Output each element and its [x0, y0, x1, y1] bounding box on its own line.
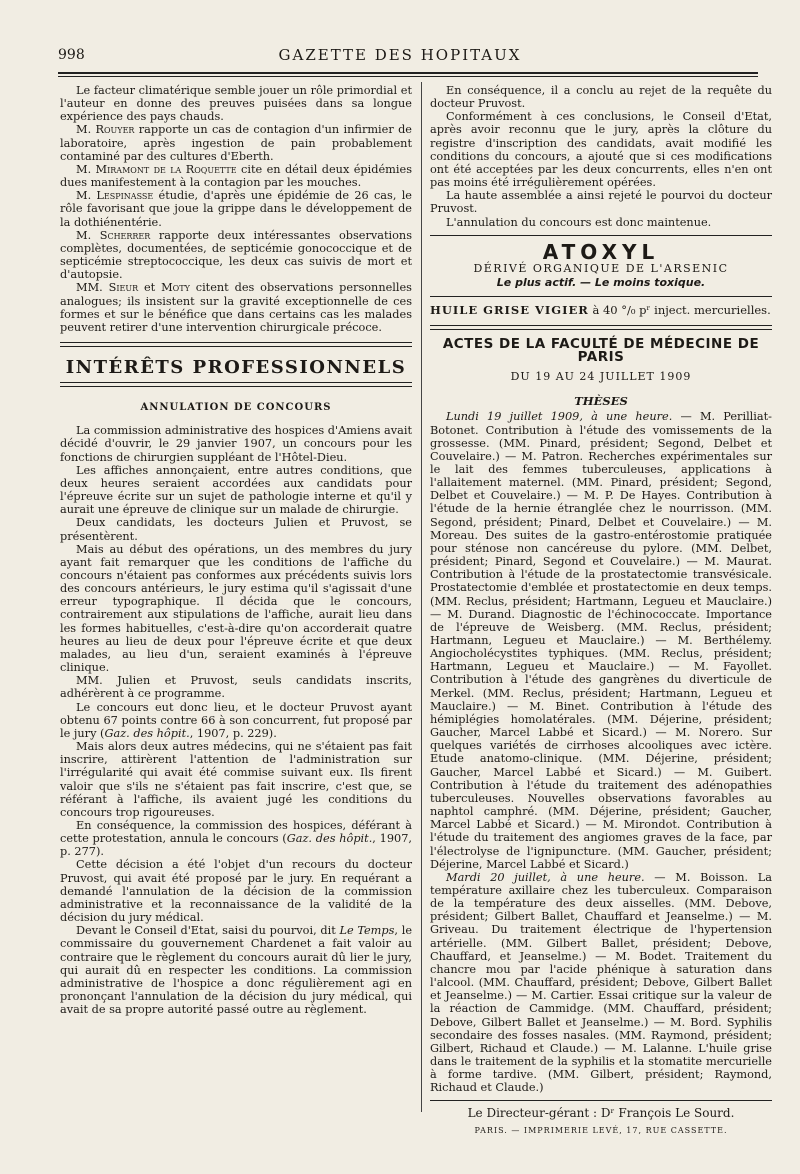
atoxyl-advertisement — [430, 239, 772, 290]
citation: Gaz. des hôpit. — [104, 726, 190, 740]
paragraph: MM. Sieur et Moty citent des observations personnelles analogues; ils insistent sur la gravité exceptionnelle de ces formes et sur le bénéfice que dans certains cas les malades peuvent retirer d'une intervention chirurgicale précoce. — [60, 281, 412, 334]
product-name: HUILE GRISE VIGIER — [430, 302, 589, 317]
paragraph: L'annulation du concours est donc maintenue. — [446, 215, 712, 229]
citation: Gaz. des hôpit. — [286, 832, 373, 846]
session-date: Mardi 20 juillet, à une heure. — [446, 870, 645, 884]
section-title: INTÉRÊTS PROFESSIONNELS — [65, 356, 407, 378]
ad-product: HUILE GRISE VIGIER à 40 °/₀ pʳ inject. mercurielles. — [430, 302, 771, 317]
paragraph: M. Miramont de la Roquette cite en détail deux épidémies dues manifestement à la contagion par les mouches. — [60, 162, 412, 190]
section-title: ACTES DE LA FACULTÉ DE MÉDECINE DE PARIS — [442, 335, 760, 365]
paragraph: M. Lespinasse étudie, d'après une épidémie de 26 cas, le rôle favorisant que joue la grippe dans le développement de la dothiénentérie. — [60, 189, 412, 229]
author-name: Moty — [161, 281, 190, 295]
paragraph: En conséquence, la commission des hospices, déférant à cette protestation, annula le concours (Gaz. des hôpit., 1907, p. 277). — [60, 818, 412, 859]
section-divider — [60, 342, 412, 347]
citation: Le Temps — [339, 924, 395, 938]
director-line: Le Directeur-gérant : Dʳ François Le Sourd. — [467, 1106, 735, 1121]
paragraph: Les affiches annonçaient, entre autres conditions, que deux heures seraient accordées aux candidats pour l'épreuve écrite sur un sujet de pathologie interne et qu'il y aurait une épreuve de clinique sur un malade de chirurgie. — [60, 463, 412, 517]
paragraph: Mais alors deux autres médecins, qui ne s'étaient pas fait inscrire, attirèrent l'attention de l'administration sur l'irrégularité qui avait été commise suivant eux. Ils firent valoir que s'ils ne s'étaient pas fait inscrire, c'est que, se référant à l'affiche, ils avaient jugé les conditions du concours trop rigoureuses. — [60, 740, 412, 819]
paragraph: Lundi 19 juillet 1909, à une heure. — M. Perilliat-Botonet. Contribution à l'étude des vomissements de la grossesse. (MM. Pinard, président; Segond, Delbet et Couvelaire.) — M. Patron. Recherches expérimentales sur le lait des femmes tuberculeuses, applications à l'allaitement maternel. (MM. Pinard, président; Segond, Delbet et Couvelaire.) — M. P. De Hayes. Contribution à l'étude de la hernie étranglée chez le nourrisson. (MM. Segond, président; Pinard, Delbet et Couvelaire.) — M. Moreau. Des suites de la gastro-entérostomie pratiquée pour sténose non cancéreuse du pylore. (MM. Delbet, président; Pinard, Segond et Couvelaire.) — M. Maurat. Contribution à l'étude de la prostatectomie transvésicale. Prostatectomie d'emblée et prostatectomie en deux temps. (MM. Reclus, président; Hartmann, Legueu et Mauclaire.) — M. Durand. Diagnostic de l'échinococcate. Importance de l'épreuve de Weisberg. (MM. Reclus, président; Hartmann, Legueu et Mauclaire.) — M. Berthélemy. Angiocholécystites typhiques. (MM. Reclus, président; Hartmann, Legueu et Mauclaire.) — M. Fayollet. Contribution à l'étude des gangrènes du diverticule de Merkel. (MM. Reclus, président; Hartmann, Legueu et Mauclaire.) — M. Binet. Contribution à l'étude des hémiplégies homolatérales. (MM. Déjerine, président; Gaucher, Marcel Labbé et Sicard.) — M. Norero. Sur quelques variétés de cirrhoses alcooliques avec ictère. Etude anatomo-clinique. (MM. Déjerine, président; Gaucher, Marcel Labbé et Sicard.) — M. Guibert. Contribution à l'étude du traitement des adénopathies tuberculeuses. Nouvelles observations favorables au naphtol camphré. (MM. Déjerine, président; Gaucher, Marcel Labbé et Sicard.) — M. Mirondot. Contribution à l'étude du traitement des angiomes graves de la face, par l'électrolyse de l'ignipuncture. (MM. Gaucher, président; Déjerine, Marcel Labbé et Sicard.) — [430, 410, 772, 871]
section-dates: DU 19 AU 24 JUILLET 1909 — [510, 370, 692, 384]
paragraph: Cette décision a été l'objet d'un recours du docteur Pruvost, qui avait été proposé par le jury. En requérant a demandé l'annulation de la décision de la commission administrative et la reconnaissance de la validité de la décision du jury médical. — [60, 858, 412, 925]
author-name: M. Miramont de la Roquette — [76, 162, 237, 176]
ad-divider — [430, 296, 772, 297]
header-rule — [58, 72, 758, 74]
paragraph: Mais au début des opérations, un des membres du jury ayant fait remarquer que les conditions de l'affiche du concours n'étaient pas conformes aux précédents suivis lors des concours antérieurs, le jury estima qu'il s'agissait d'une erreur typographique. Il décida que le concours, contrairement aux stipulations de l'affiche, aurait lieu dans les formes habituelles, c'est-à-dire qu'on accorderait quatre heures au lieu de deux pour l'épreuve écrite et que deux malades, au lieu d'un, seraient examinés à l'épreuve clinique. — [60, 542, 412, 675]
printer-line: PARIS. — IMPRIMERIE LEVÉ, 17, RUE CASSETTE. — [474, 1125, 728, 1135]
running-title: GAZETTE DES HOPITAUX — [278, 46, 522, 64]
header-rule-thin — [58, 76, 758, 77]
section-divider — [60, 382, 412, 387]
column-divider — [421, 82, 422, 1112]
session-date: Lundi 19 juillet 1909, à une heure. — [446, 410, 673, 424]
paragraph: MM. Julien et Pruvost, seuls candidats inscrits, adhérèrent à ce programme. — [60, 674, 412, 701]
subsection-title: ANNULATION DE CONCOURS — [140, 402, 332, 414]
paragraph: M. Rouyer rapporte un cas de contagion d'un infirmier de laboratoire, après ingestion de pain probablement contaminé par des cultures d'Eberth. — [60, 123, 412, 163]
paragraph: Le facteur climatérique semble jouer un rôle primordial et l'auteur en donne des preuves puisées dans sa longue expérience des pays chauds. — [60, 84, 412, 124]
footer-divider — [430, 1100, 772, 1101]
ad-tagline: Le plus actif. — Le moins toxique. — [496, 275, 706, 289]
ad-divider — [430, 235, 772, 236]
paragraph: Conformément à ces conclusions, le Conseil d'Etat, après avoir reconnu que le jury, après la clôture du registre d'inscription des candidats, avait modifié les conditions du concours, a ajouté que si ces modifications ont été acceptées par les deux concurrents, elles n'en ont pas moins été irrégulièrement opérées. — [430, 110, 772, 190]
paragraph: Deux candidats, les docteurs Julien et Pruvost, se présentèrent. — [60, 516, 412, 543]
section-divider — [430, 325, 772, 330]
author-name: M. Scherrer — [76, 228, 151, 242]
paragraph: Devant le Conseil d'Etat, saisi du pourvoi, dit Le Temps, le commissaire du gouvernement Chardenet a fait valoir au contraire que le règlement du concours aurait dû lier le jury, qui aurait dû en respecter les conditions. La commission administrative de l'hospice a donc régulièrement agi en prononçant l'annulation de la décision du jury médical, qui avait de sa propre autorité passé outre au règlement. — [60, 924, 412, 1017]
paragraph: La haute assemblée a ainsi rejeté le pourvoi du docteur Pruvost. — [430, 189, 772, 216]
theses-heading: THÈSES — [574, 394, 628, 409]
paragraph: M. Scherrer rapporte deux intéressantes observations complètes, documentées, de septicémie gonococcique et de septicémie streptococcique, les deux cas suivis de mort et d'autopsie. — [60, 228, 413, 282]
right-column — [430, 84, 772, 1137]
left-column — [60, 84, 412, 1016]
paragraph: La commission administrative des hospices d'Amiens avait décidé d'ouvrir, le 29 janvier 1907, un concours pour les fonctions de chirurgien suppléant de l'Hôtel-Dieu. — [60, 424, 412, 464]
author-name: Sieur — [108, 281, 139, 295]
ad-subtitle: DÉRIVÉ ORGANIQUE DE L'ARSENIC — [473, 261, 729, 275]
ad-title: ATOXYL — [542, 239, 660, 264]
author-name: M. Rouyer — [76, 123, 135, 137]
page-number: 998 — [58, 47, 85, 63]
author-name: M. Lespinasse — [76, 189, 154, 203]
paragraph: Le concours eut donc lieu, et le docteur Pruvost ayant obtenu 67 points contre 66 à son concurrent, fut proposé par le jury (Gaz. des hôpit., 1907, p. 229). — [60, 700, 412, 740]
paragraph: En conséquence, il a conclu au rejet de la requête du docteur Pruvost. — [430, 84, 772, 111]
paragraph: Mardi 20 juillet, à une heure. — M. Boisson. La température axillaire chez les tuberculeux. Comparaison de la température des deux aisselles. (MM. Debove, président; Gilbert Ballet, Chauffard et Jeanselme.) — M. Griveau. Du traitement électrique de l'hypertension artérielle. (MM. Gilbert Ballet, président; Debove, Chauffard, et Jeanselme.) — M. Bodet. Traitement du chancre mou par l'acide phénique à saturation dans l'alcool. (MM. Chauffard, président; Debove, Gilbert Ballet et Jeanselme.) — M. Cartier. Essai critique sur la valeur de la réaction de Cammidge. (MM. Chauffard, président; Debove, Gilbert Ballet et Jeanselme.) — M. Bord. Syphilis secondaire des fosses nasales. (MM. Raymond, président; Gilbert, Richaud et Claude.) — M. Lalanne. L'huile grise dans le traitement de la syphilis et la stomatite mercurielle à forme tardive. (MM. Gilbert, président; Raymond, Richaud et Claude.) — [430, 870, 772, 1095]
